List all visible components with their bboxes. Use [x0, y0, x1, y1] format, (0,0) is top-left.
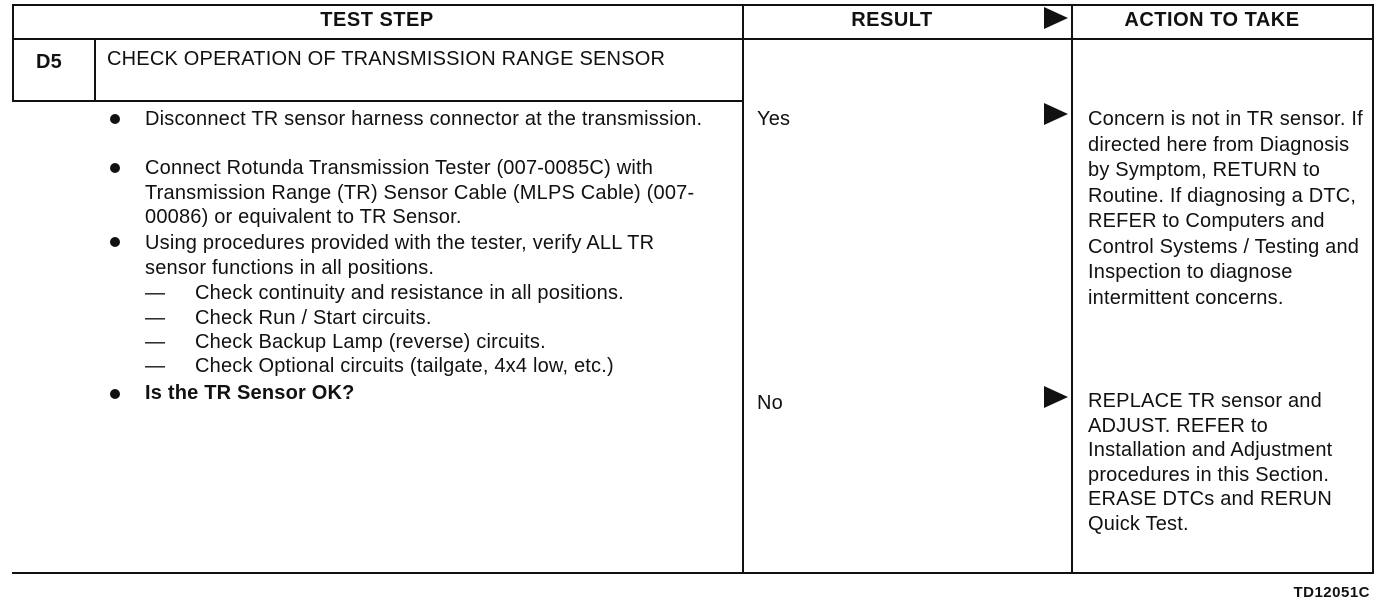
sub-item-3-text: Check Backup Lamp (reverse) circuits. [195, 331, 546, 353]
result-yes-arrow-icon [1044, 103, 1068, 125]
action-column-divider [1071, 4, 1073, 574]
step-id-divider [94, 38, 96, 102]
sub-item-4-dash: — [145, 355, 165, 377]
header-test-step: TEST STEP [320, 9, 434, 31]
header-bottom-border [12, 38, 1374, 40]
sub-item-3-dash: — [145, 331, 165, 353]
bullet-4-question: Is the TR Sensor OK? [145, 382, 355, 404]
sub-item-1-text: Check continuity and resistance in all positions. [195, 282, 624, 304]
bullet-1-icon [110, 114, 120, 124]
step-title-bottom-border [12, 100, 744, 102]
result-no-label: No [757, 392, 783, 414]
header-action-to-take: ACTION TO TAKE [1124, 9, 1300, 31]
bullet-2-text: Connect Rotunda Transmission Tester (007-0085C) with Transmission Range (TR) Sensor Cable (MLPS Cable) (007-00086) or equivalent to TR Sensor. [145, 157, 695, 228]
header-result: RESULT [851, 9, 933, 31]
bullet-2-icon [110, 163, 120, 173]
step-id: D5 [36, 51, 62, 73]
sub-item-2-dash: — [145, 307, 165, 329]
bullet-4-icon [110, 389, 120, 399]
step-title: CHECK OPERATION OF TRANSMISSION RANGE SENSOR [107, 48, 666, 70]
bullet-3-icon [110, 237, 120, 247]
header-arrow-icon [1044, 7, 1068, 29]
result-yes-label: Yes [757, 108, 791, 130]
sub-item-2-text: Check Run / Start circuits. [195, 307, 432, 329]
table-right-border [1372, 4, 1374, 574]
figure-code: TD12051C [1293, 584, 1370, 601]
action-yes-text: Concern is not in TR sensor. If directed here from Diagnosis by Symptom, RETURN to Routine. If diagnosing a DTC, REFER to Computers and Control Systems / Testing and Inspection to diagnose intermittent concerns. [1088, 108, 1363, 309]
sub-item-1-dash: — [145, 282, 165, 304]
table-top-border [12, 4, 1374, 6]
bullet-1-text: Disconnect TR sensor harness connector at the transmission. [145, 108, 703, 130]
sub-item-4-text: Check Optional circuits (tailgate, 4x4 low, etc.) [195, 355, 614, 377]
result-column-divider [742, 4, 744, 574]
result-no-arrow-icon [1044, 386, 1068, 408]
table-bottom-border [12, 572, 1374, 574]
action-no-text: REPLACE TR sensor and ADJUST. REFER to Installation and Adjustment procedures in this Section. ERASE DTCs and RERUN Quick Test. [1088, 390, 1333, 535]
bullet-3-text: Using procedures provided with the tester, verify ALL TR sensor functions in all positions. [145, 232, 655, 279]
